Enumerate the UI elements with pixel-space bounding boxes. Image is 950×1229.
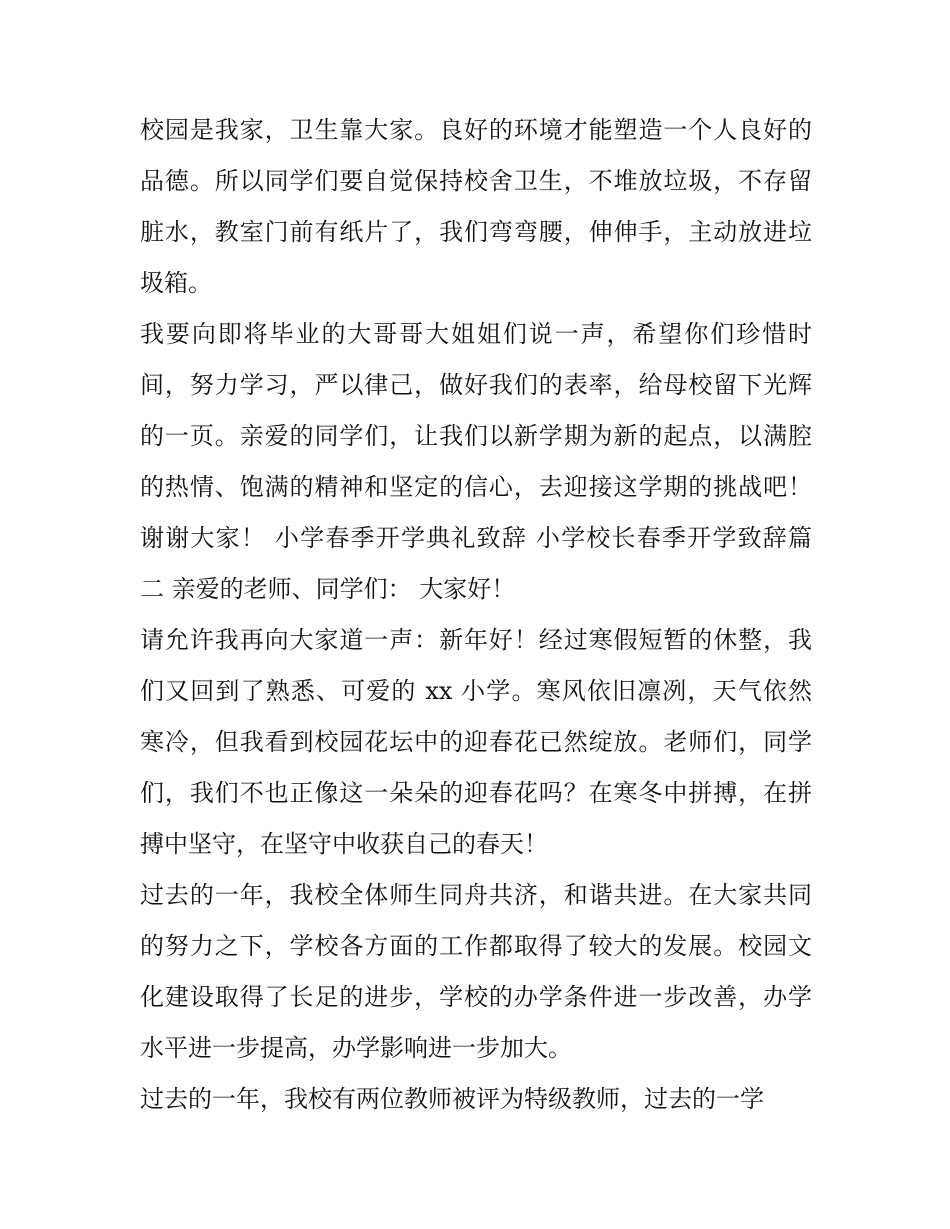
text-line-19: 水平进一步提高，办学影响进一步加大。 — [140, 1034, 572, 1062]
text-line-20: 过去的一年，我校有两位教师被评为特级教师，过去的一学 — [140, 1085, 764, 1113]
text-line-12: 们又回到了熟悉、可爱的 xx 小学。寒风依旧凛冽，天气依然 — [140, 677, 812, 705]
text-line-5: 我要向即将毕业的大哥哥大姐姐们说一声，希望你们珍惜时 — [140, 320, 812, 348]
text-line-16: 过去的一年，我校全体师生同舟共济，和谐共进。在大家共同 — [140, 881, 812, 909]
text-line-7: 的一页。亲爱的同学们，让我们以新学期为新的起点，以满腔 — [140, 422, 812, 450]
text-line-15: 搏中坚守，在坚守中收获自己的春天！ — [140, 830, 548, 858]
text-line-3: 脏水，教室门前有纸片了，我们弯弯腰，伸伸手，主动放进垃 — [140, 218, 812, 246]
text-line-13: 寒冷，但我看到校园花坛中的迎春花已然绽放。老师们，同学 — [140, 728, 812, 756]
text-line-1: 校园是我家，卫生靠大家。良好的环境才能塑造一个人良好的 — [140, 116, 812, 144]
text-line-17: 的努力之下，学校各方面的工作都取得了较大的发展。校园文 — [140, 932, 812, 960]
text-line-2: 品德。所以同学们要自觉保持校舍卫生，不堆放垃圾，不存留 — [140, 167, 812, 195]
text-line-10: 二 亲爱的老师、同学们： 大家好！ — [140, 575, 516, 603]
text-line-8: 的热情、饱满的精神和坚定的信心，去迎接这学期的挑战吧！ — [140, 473, 812, 501]
body-text — [140, 105, 812, 1125]
text-line-18: 化建设取得了长足的进步，学校的办学条件进一步改善，办学 — [140, 983, 812, 1011]
text-line-14: 们，我们不也正像这一朵朵的迎春花吗？在寒冬中拼搏，在拼 — [140, 779, 812, 807]
text-line-6: 间，努力学习，严以律己，做好我们的表率，给母校留下光辉 — [140, 371, 812, 399]
text-line-11: 请允许我再向大家道一声：新年好！经过寒假短暂的休整，我 — [140, 626, 812, 654]
text-line-4: 圾箱。 — [140, 269, 212, 297]
text-line-9: 谢谢大家！ 小学春季开学典礼致辞 小学校长春季开学致辞篇 — [140, 524, 812, 552]
